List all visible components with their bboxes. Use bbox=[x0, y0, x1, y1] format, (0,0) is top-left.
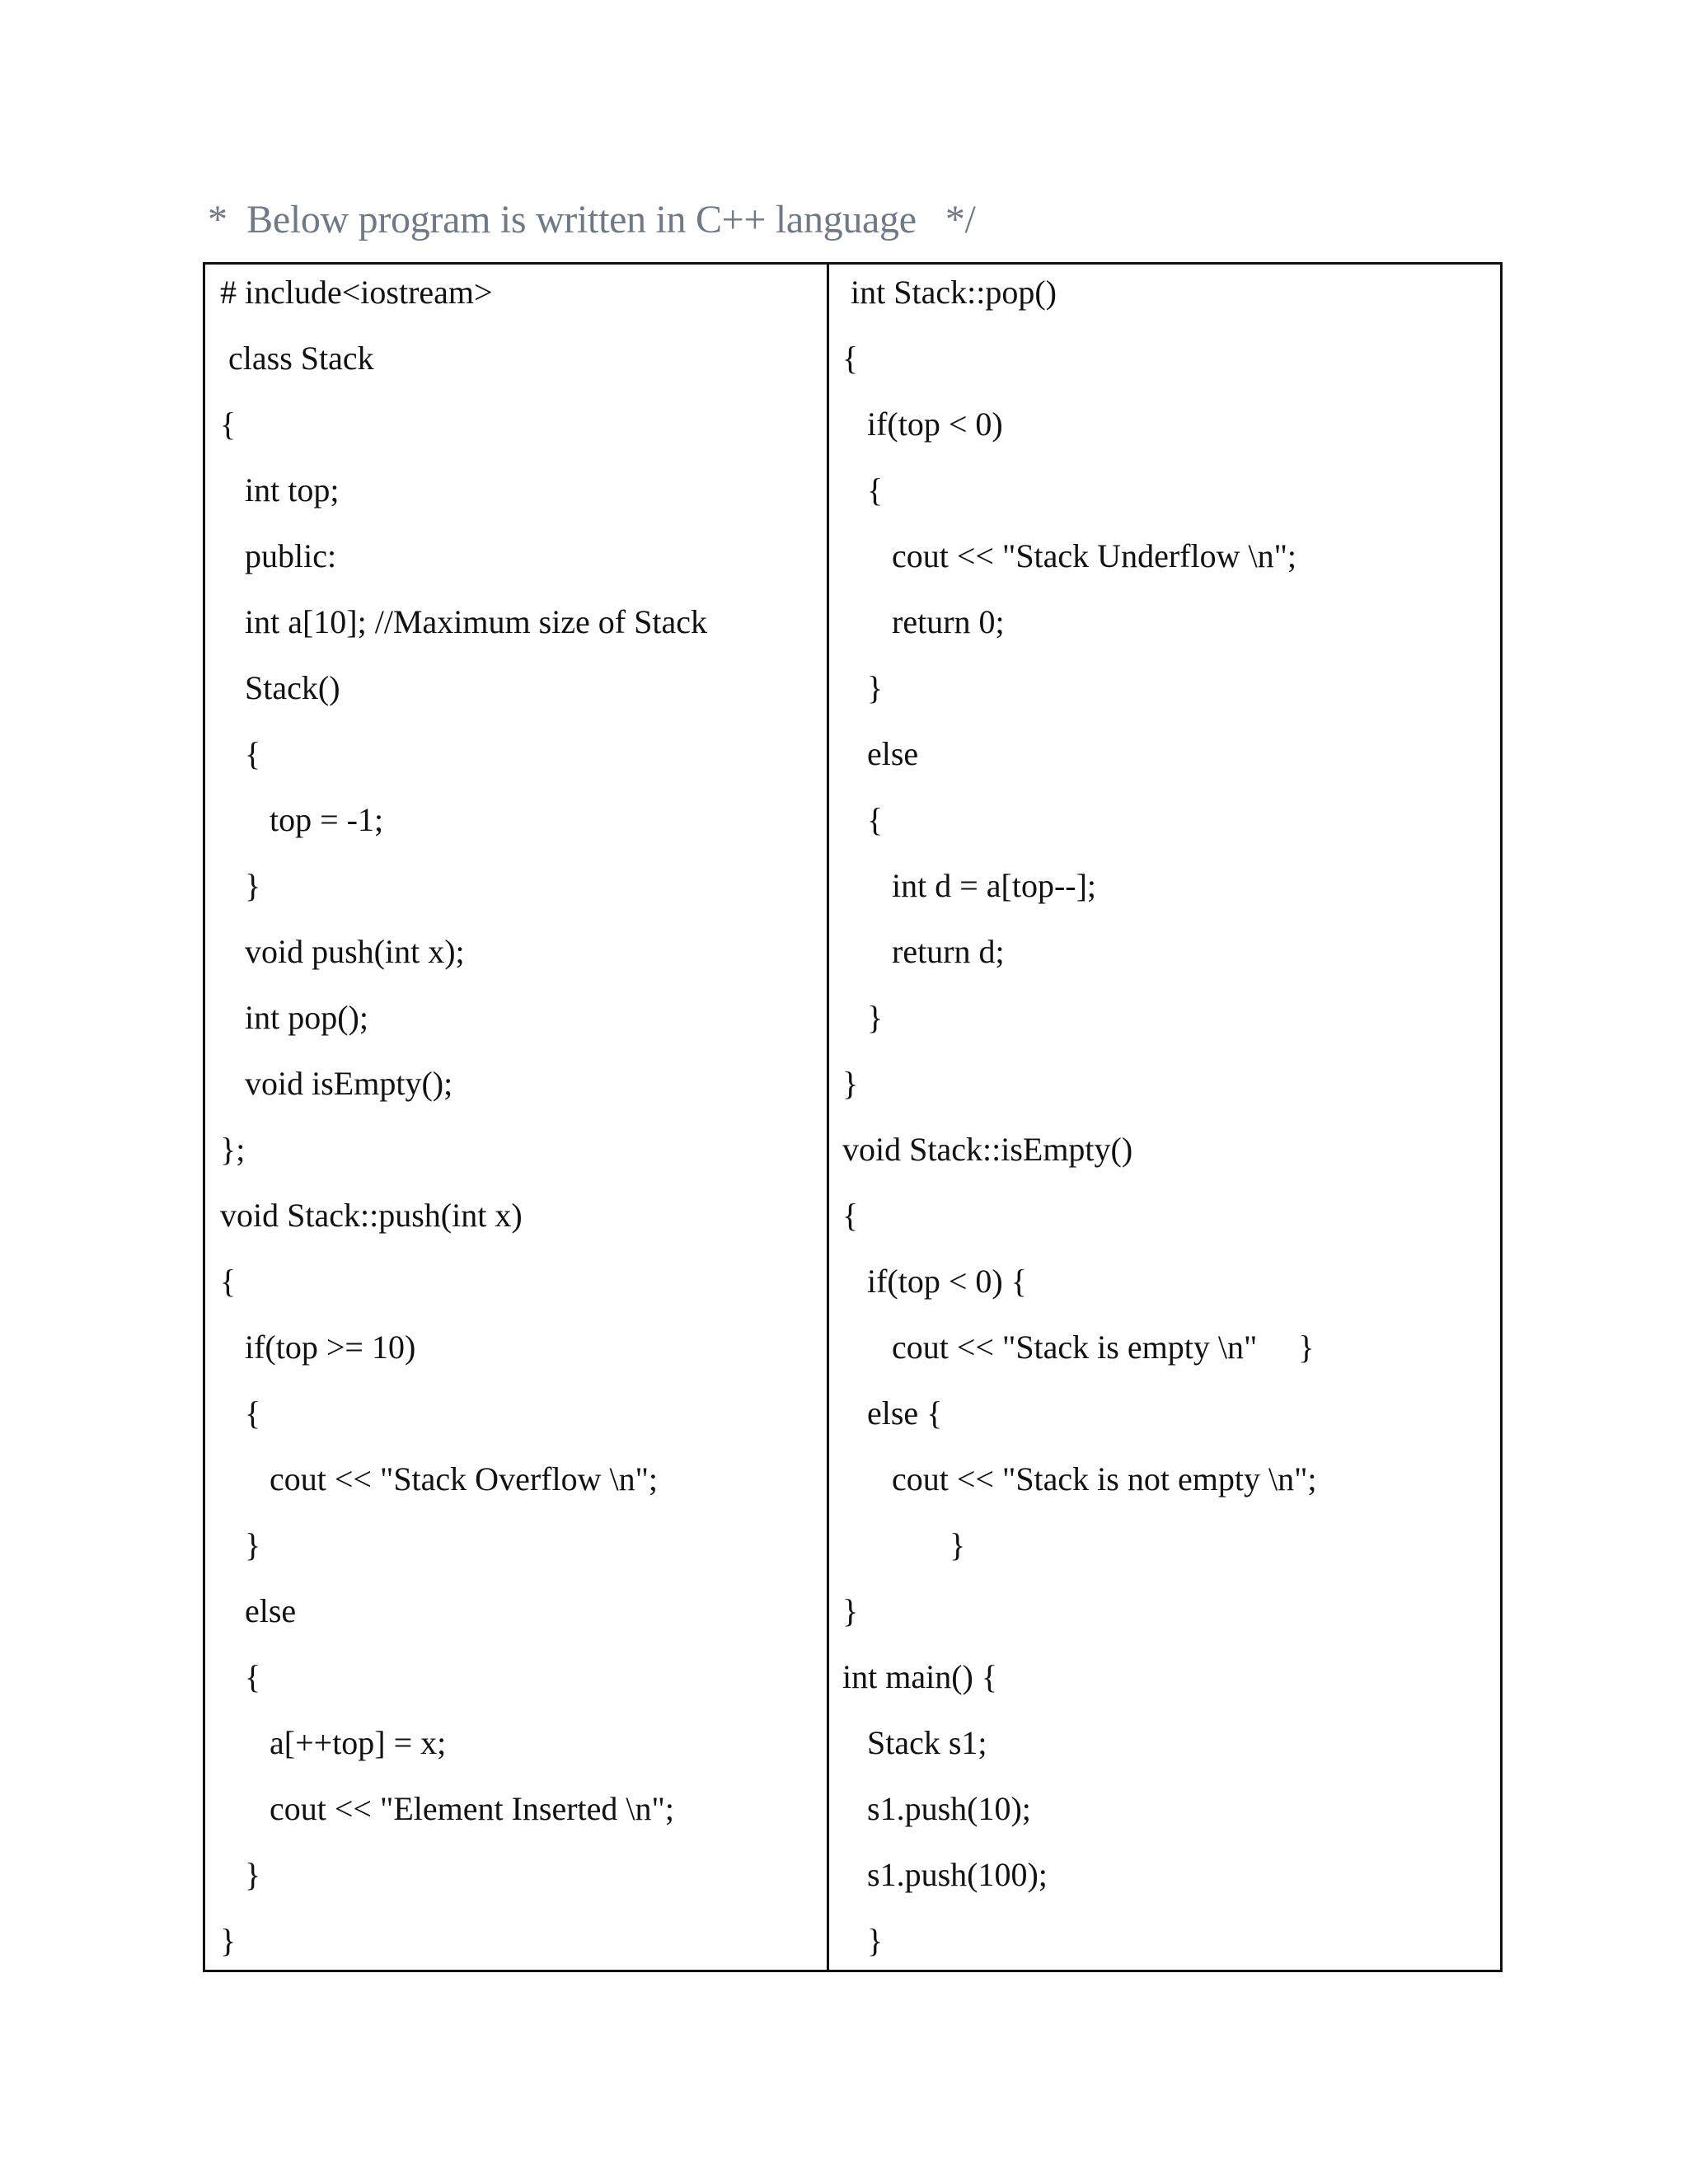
code-line: } bbox=[842, 1065, 859, 1102]
code-line: cout << "Element Inserted \n"; bbox=[220, 1790, 674, 1827]
code-line: void Stack::push(int x) bbox=[220, 1197, 523, 1234]
code-line: } bbox=[220, 1922, 237, 1959]
code-line: cout << "Stack is empty \n" } bbox=[842, 1329, 1315, 1366]
code-line: { bbox=[220, 735, 261, 772]
code-line: void isEmpty(); bbox=[220, 1065, 453, 1102]
code-line: return d; bbox=[842, 933, 1005, 970]
code-line: if(top >= 10) bbox=[220, 1329, 416, 1366]
code-line: int main() { bbox=[842, 1658, 998, 1695]
code-line: # include<iostream> bbox=[220, 274, 493, 311]
code-line: cout << "Stack is not empty \n"; bbox=[842, 1460, 1317, 1497]
code-line: int d = a[top--]; bbox=[842, 867, 1097, 904]
code-line: } bbox=[842, 1592, 859, 1629]
code-line: } bbox=[842, 669, 884, 706]
code-line: public: bbox=[220, 537, 337, 574]
code-column-right bbox=[829, 265, 1503, 1970]
code-line: else bbox=[842, 735, 919, 772]
code-line: int top; bbox=[220, 471, 340, 509]
code-line: if(top < 0) bbox=[842, 405, 1003, 443]
code-column-left bbox=[205, 265, 827, 1970]
code-line: { bbox=[220, 1394, 261, 1432]
code-line: a[++top] = x; bbox=[220, 1724, 447, 1761]
code-line: s1.push(10); bbox=[842, 1790, 1031, 1827]
code-line: } bbox=[842, 999, 884, 1036]
code-line: { bbox=[220, 1658, 261, 1695]
code-line: } bbox=[220, 1856, 261, 1893]
code-line: cout << "Stack Underflow \n"; bbox=[842, 537, 1297, 574]
code-line: { bbox=[220, 405, 237, 443]
code-line: s1.push(100); bbox=[842, 1856, 1048, 1893]
code-line: int a[10]; //Maximum size of Stack bbox=[220, 603, 707, 640]
code-line: }; bbox=[220, 1131, 246, 1168]
code-line: { bbox=[842, 340, 859, 377]
code-line: class Stack bbox=[220, 340, 374, 377]
code-line: { bbox=[842, 1197, 859, 1234]
code-line: { bbox=[220, 1263, 237, 1300]
code-line: int pop(); bbox=[220, 999, 368, 1036]
code-line: if(top < 0) { bbox=[842, 1263, 1027, 1300]
code-line: cout << "Stack Overflow \n"; bbox=[220, 1460, 659, 1497]
code-line: void Stack::isEmpty() bbox=[842, 1131, 1133, 1168]
code-line: } bbox=[220, 1526, 261, 1563]
code-line: Stack s1; bbox=[842, 1724, 987, 1761]
code-line: return 0; bbox=[842, 603, 1005, 640]
code-line: } bbox=[842, 1526, 966, 1563]
code-line: } bbox=[220, 867, 261, 904]
code-line: else bbox=[220, 1592, 297, 1629]
code-line: void push(int x); bbox=[220, 933, 465, 970]
code-line: { bbox=[842, 471, 884, 509]
code-line: int Stack::pop() bbox=[842, 274, 1057, 311]
code-table bbox=[203, 262, 1503, 1972]
code-line: } bbox=[842, 1922, 884, 1959]
page-heading: * Below program is written in C++ language */ bbox=[208, 198, 976, 241]
code-line: else { bbox=[842, 1394, 943, 1432]
code-line: Stack() bbox=[220, 669, 340, 706]
code-line: top = -1; bbox=[220, 801, 384, 838]
code-line: { bbox=[842, 801, 884, 838]
